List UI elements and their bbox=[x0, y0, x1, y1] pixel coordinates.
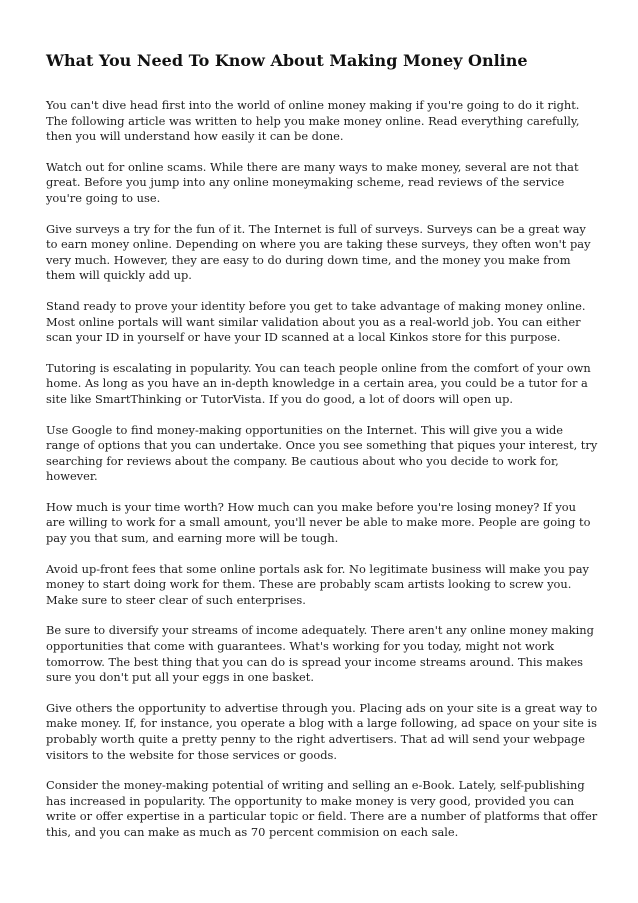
document-page bbox=[46, 50, 598, 856]
paragraph-upfront-fees: Avoid up-front fees that some online portals ask for. No legitimate business will make you pay money to start doing work for them. These are probably scam artists looking to screw you. Make sure to steer clear of such enterprises. bbox=[46, 561, 589, 607]
paragraph-ebook: Consider the money-making potential of writing and selling an e-Book. Lately, self-publishing has increased in popularity. The opportunity to make money is very good, provided you can write or offer expertise in a particular topic or field. There are a number of platforms that offer this, and you can make as much as 70 percent commision on each sale. bbox=[46, 778, 598, 839]
paragraph-advertise: Give others the opportunity to advertise through you. Placing ads on your site is a great way to make money. If, for instance, you operate a blog with a large following, ad space on your site is probably worth quite a pretty penny to the right advertisers. That ad will send your webpage visitors to the website for those services or goods. bbox=[46, 700, 598, 762]
paragraph-identity: Stand ready to prove your identity before you get to take advantage of making money online. Most online portals will want similar validation about you as a real-world job. You can either scan your ID in yourself or have your ID scanned at a local Kinkos store for this purpose. bbox=[46, 298, 586, 345]
paragraph-intro: You can't dive head first into the world of online money making if you're going to do it right. The following article was written to help you make money online. Read everything carefully, then you will understand how easily it can be done. bbox=[46, 98, 580, 144]
paragraph-surveys: Give surveys a try for the fun of it. The Internet is full of surveys. Surveys can be a great way to earn money online. Depending on where you are taking these surveys, they often won't pay very much. However, they are easy to do during down time, and the money you make from them will quickly add up. bbox=[46, 221, 591, 283]
paragraph-tutoring: Tutoring is escalating in popularity. You can teach people online from the comfort of your own home. As long as you have an in-depth knowledge in a certain area, you could be a tutor for a site like SmartThinking or TutorVista. If you do good, a lot of doors will open up. bbox=[46, 360, 591, 406]
paragraph-diversify: Be sure to diversify your streams of income adequately. There aren't any online money making opportunities that come with guarantees. What's working for you today, might not work tomorrow. The best thing that you can do is spread your income streams around. This makes sure you don't put all your eggs in one basket. bbox=[46, 623, 594, 685]
paragraph-scams: Watch out for online scams. While there are many ways to make money, several are not that great. Before you jump into any online moneymaking scheme, read reviews of the service you're going to use. bbox=[46, 159, 579, 205]
paragraph-time-worth: How much is your time worth? How much can you make before you're losing money? If you are willing to work for a small amount, you'll never be able to make more. People are going to pay you that sum, and earning more will be tough. bbox=[46, 499, 591, 546]
document-title: What You Need To Know About Making Money Online bbox=[46, 51, 528, 70]
paragraph-google: Use Google to find money-making opportunities on the Internet. This will give you a wide range of options that you can undertake. Once you see something that piques your interest, try searching for reviews about the company. Be cautious about who you decide to work for, however. bbox=[46, 422, 598, 484]
